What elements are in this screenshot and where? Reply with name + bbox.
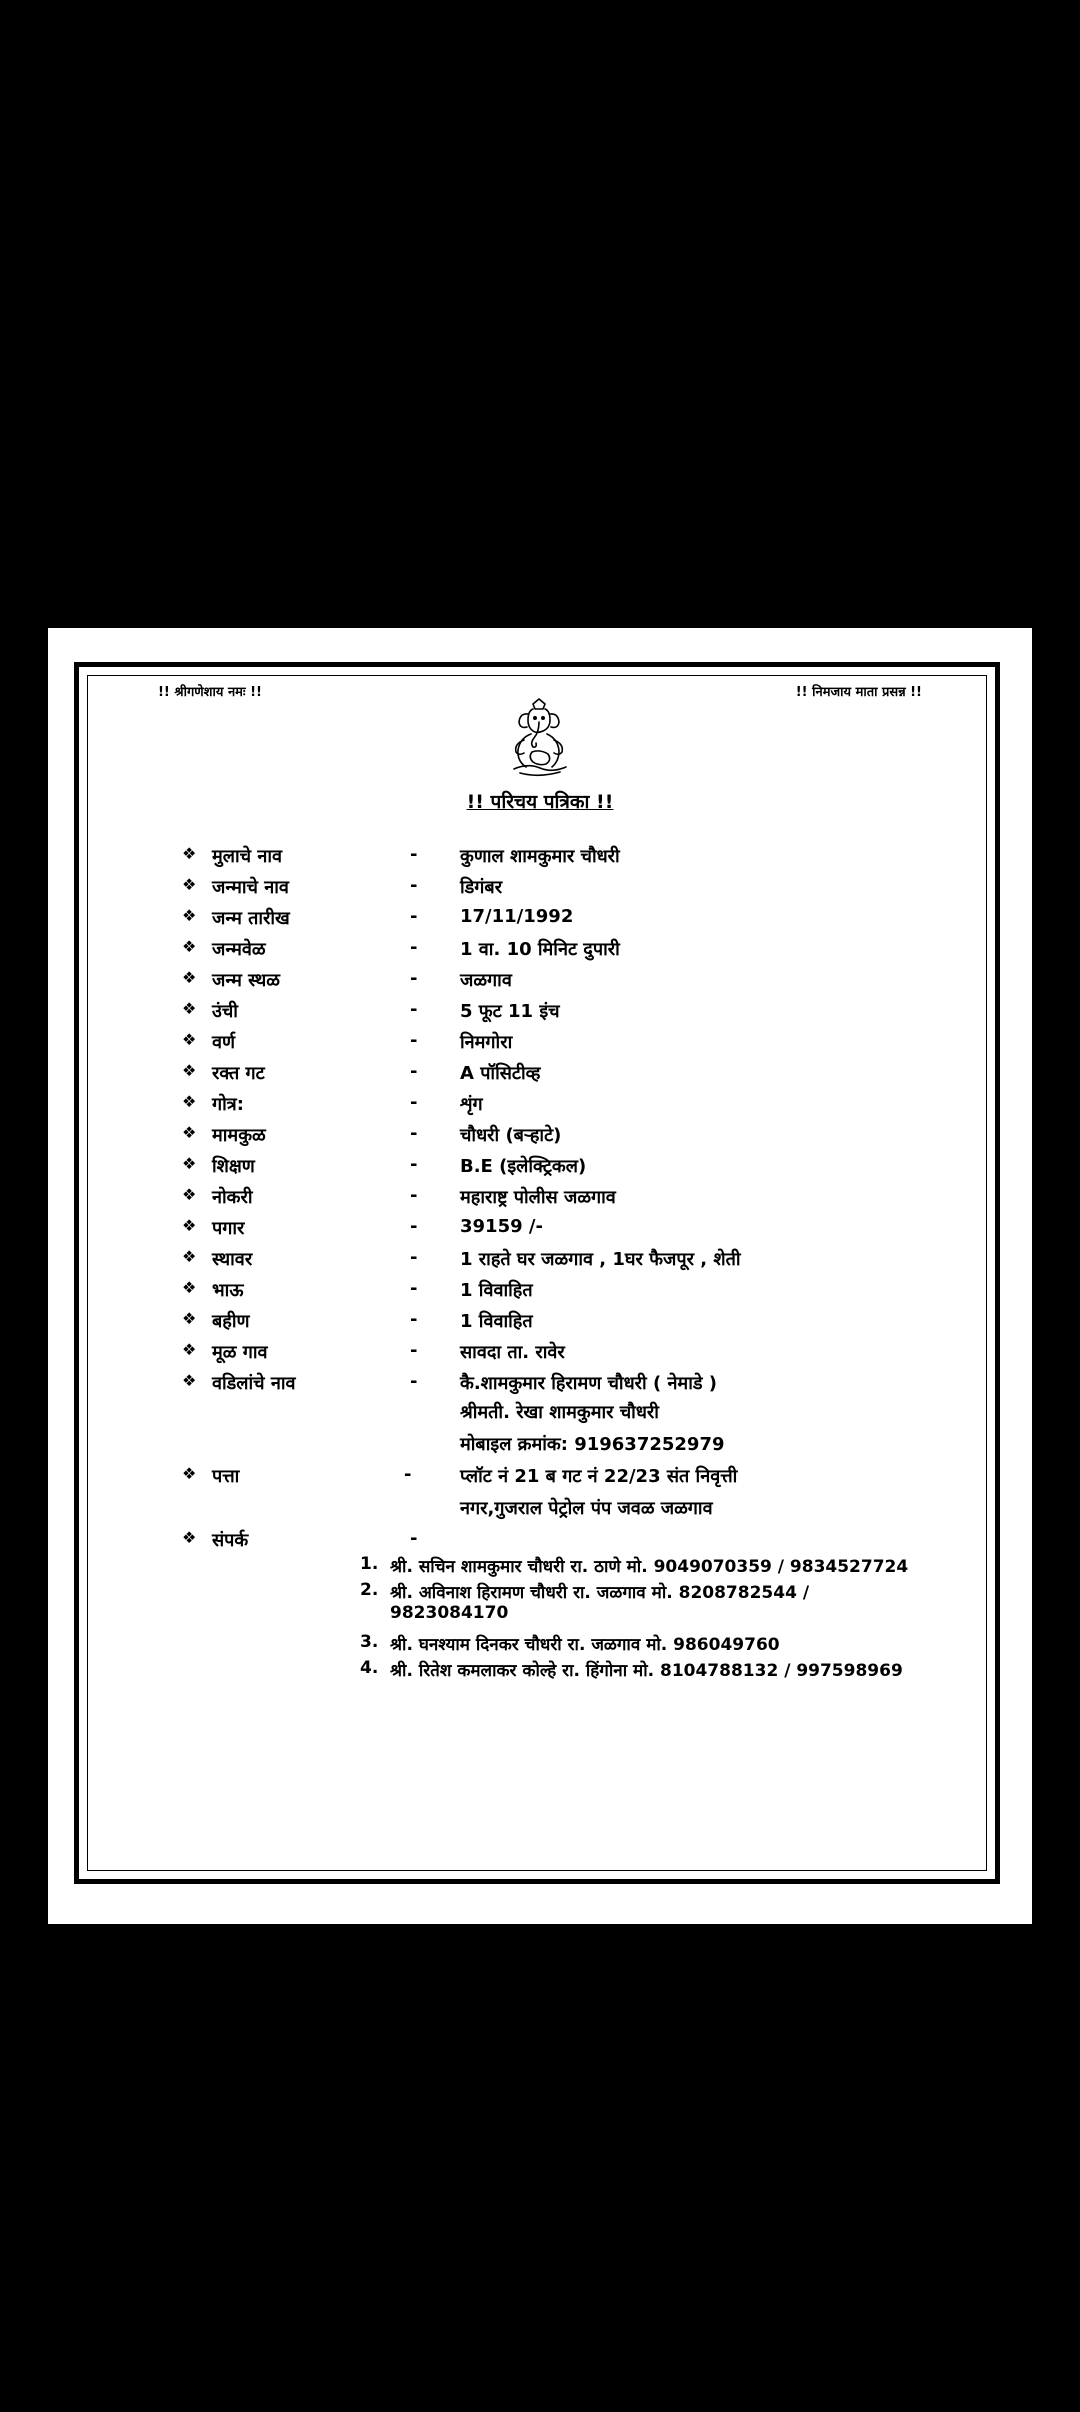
field-label: शिक्षण (212, 1156, 255, 1177)
field-dash: - (410, 1061, 418, 1082)
ganesha-line-drawing-icon (506, 698, 572, 778)
field-value: डिगंबर (460, 877, 503, 898)
field-dash: - (410, 1185, 418, 1206)
bullet-icon: ❖ (182, 1464, 197, 1483)
bullet-icon: ❖ (182, 1061, 197, 1080)
bullet-icon: ❖ (182, 1371, 197, 1390)
bullet-icon: ❖ (182, 1092, 197, 1111)
field-dash: - (410, 1278, 418, 1299)
bullet-icon: ❖ (182, 968, 197, 987)
field-label: मुलाचे नाव (212, 846, 282, 867)
field-dash: - (410, 968, 418, 989)
bullet-icon: ❖ (182, 1030, 197, 1049)
contact-text (390, 1554, 908, 1577)
field-dash: - (410, 1154, 418, 1175)
contact-line: श्री. रितेश कमलाकर कोल्हे रा. हिंगोना मो. 8104788132 / 997598969 (390, 1661, 903, 1681)
bullet-icon: ❖ (182, 1123, 197, 1142)
contact-line-continued: 9823084170 (390, 1603, 509, 1623)
field-value: 5 फूट 11 इंच (460, 1001, 560, 1022)
contact-text (390, 1658, 903, 1681)
bullet-icon: ❖ (182, 1340, 197, 1359)
contact-number: 4. (360, 1658, 379, 1678)
contact-number: 1. (360, 1554, 379, 1574)
field-value: निमगोरा (460, 1032, 513, 1053)
field-label: उंची (212, 1001, 238, 1022)
field-label: जन्म तारीख (212, 908, 290, 929)
biodata-document (48, 628, 1032, 1924)
field-label: वडिलांचे नाव (212, 1373, 296, 1394)
contact-line: श्री. घनश्याम दिनकर चौधरी रा. जळगाव मो. 986049760 (390, 1635, 780, 1655)
field-value: चौधरी (बऱ्हाटे) (460, 1125, 562, 1146)
bullet-icon: ❖ (182, 844, 197, 863)
contact-number: 2. (360, 1580, 379, 1600)
field-value: शृंग (460, 1094, 483, 1115)
field-dash: - (410, 906, 418, 927)
field-dash: - (410, 1123, 418, 1144)
field-label: जन्माचे नाव (212, 877, 289, 898)
field-label: गोत्र: (212, 1094, 244, 1115)
address-dash: - (404, 1464, 412, 1485)
field-label: जन्मवेळ (212, 939, 266, 960)
address-line2: नगर,गुजराल पेट्रोल पंप जवळ जळगाव (460, 1498, 713, 1519)
address-line1: प्लॉट नं 21 ब गट नं 22/23 संत निवृत्ती (460, 1466, 738, 1487)
contact-dash: - (410, 1528, 418, 1549)
field-dash: - (410, 875, 418, 896)
field-value: 1 विवाहित (460, 1280, 533, 1301)
field-label: वर्ण (212, 1032, 236, 1053)
contact-item (360, 1632, 780, 1655)
contact-line: श्री. अविनाश हिरामण चौधरी रा. जळगाव मो. 8208782544 / (390, 1583, 810, 1603)
contact-line: श्री. सचिन शामकुमार चौधरी रा. ठाणे मो. 9049070359 / 9834527724 (390, 1557, 909, 1577)
invocation-left: !! श्रीगणेशाय नमः !! (158, 685, 262, 700)
contact-number: 3. (360, 1632, 379, 1652)
field-dash: - (410, 1092, 418, 1113)
field-dash: - (410, 1247, 418, 1268)
field-dash: - (410, 1340, 418, 1361)
field-value: A पॉसिटीव्ह (460, 1063, 541, 1084)
bullet-icon: ❖ (182, 906, 197, 925)
field-value: कै.शामकुमार हिरामण चौधरी ( नेमाडे ) (460, 1373, 717, 1394)
bullet-icon: ❖ (182, 1278, 197, 1297)
field-value: 1 विवाहित (460, 1311, 533, 1332)
field-label: स्थावर (212, 1249, 253, 1270)
bullet-icon: ❖ (182, 1528, 197, 1547)
field-label: बहीण (212, 1311, 250, 1332)
field-label: जन्म स्थळ (212, 970, 280, 991)
bullet-icon: ❖ (182, 1185, 197, 1204)
field-label: मामकुळ (212, 1125, 266, 1146)
field-label: नोकरी (212, 1187, 253, 1208)
contact-item (360, 1580, 809, 1623)
field-dash: - (410, 1371, 418, 1392)
bullet-icon: ❖ (182, 875, 197, 894)
field-dash: - (410, 937, 418, 958)
field-label: पगार (212, 1218, 245, 1239)
field-value: जळगाव (460, 970, 512, 991)
field-dash: - (410, 1030, 418, 1051)
bullet-icon: ❖ (182, 999, 197, 1018)
bullet-icon: ❖ (182, 1247, 197, 1266)
field-value: 1 वा. 10 मिनिट दुपारी (460, 939, 620, 960)
contact-item (360, 1554, 908, 1577)
contact-text (390, 1632, 780, 1655)
field-label: भाऊ (212, 1280, 244, 1301)
field-value: 17/11/1992 (460, 906, 574, 927)
field-label: मूळ गाव (212, 1342, 268, 1363)
document-title: !! परिचय पत्रिका !! (466, 791, 614, 813)
address-label: पत्ता (212, 1466, 240, 1487)
bullet-icon: ❖ (182, 1154, 197, 1173)
mobile-value: मोबाइल क्रमांक: 919637252979 (460, 1434, 725, 1455)
invocation-right: !! निमजाय माता प्रसन्न !! (795, 685, 922, 700)
bullet-icon: ❖ (182, 1309, 197, 1328)
field-dash: - (410, 844, 418, 865)
field-value: 39159 /- (460, 1216, 543, 1237)
field-dash: - (410, 1216, 418, 1237)
contact-text (390, 1580, 809, 1623)
field-dash: - (410, 1309, 418, 1330)
contact-label: संपर्क (212, 1530, 249, 1551)
contact-item (360, 1658, 903, 1681)
field-value: 1 राहते घर जळगाव , 1घर फैजपूर , शेती (460, 1249, 741, 1270)
field-label: रक्त गट (212, 1063, 265, 1084)
bullet-icon: ❖ (182, 937, 197, 956)
bullet-icon: ❖ (182, 1216, 197, 1235)
field-value: सावदा ता. रावेर (460, 1342, 565, 1363)
field-dash: - (410, 999, 418, 1020)
mother-name-value: श्रीमती. रेखा शामकुमार चौधरी (460, 1402, 659, 1423)
field-value: B.E (इलेक्ट्रिकल) (460, 1156, 587, 1177)
field-value: कुणाल शामकुमार चौधरी (460, 846, 620, 867)
field-value: महाराष्ट्र पोलीस जळगाव (460, 1187, 616, 1208)
